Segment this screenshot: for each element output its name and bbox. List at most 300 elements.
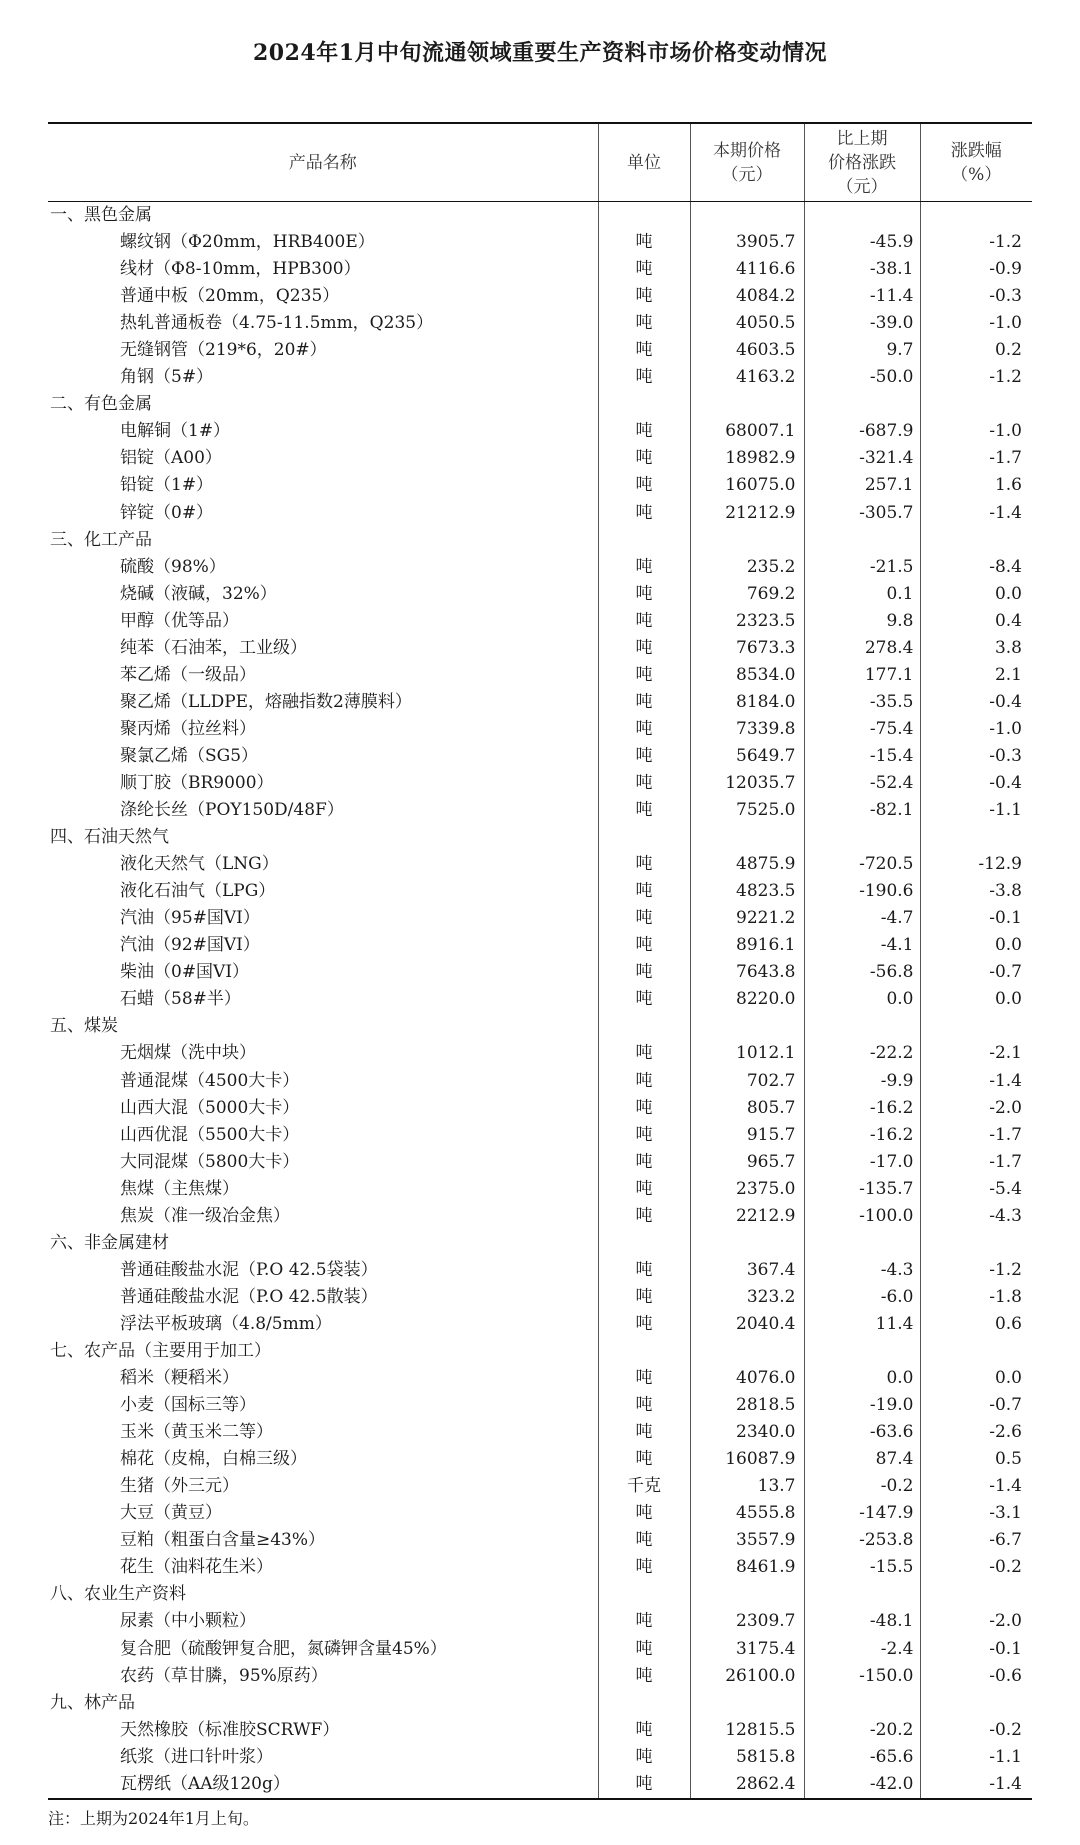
table-row	[48, 932, 1032, 959]
empty-cell	[690, 527, 804, 554]
product-name: 大豆（黄豆）	[120, 1503, 222, 1524]
product-name: 线材（Φ8-10mm，HPB300）	[120, 259, 361, 280]
header-current-price-line-2: （元）	[721, 164, 773, 185]
price-change: -65.6	[804, 1744, 920, 1771]
change-percent: -4.3	[920, 1203, 1032, 1230]
category-row	[48, 391, 1032, 418]
unit-cell: 吨	[598, 1717, 690, 1744]
empty-cell	[804, 1690, 920, 1717]
current-price: 18982.9	[690, 445, 804, 472]
current-price: 2040.4	[690, 1311, 804, 1338]
price-change: -9.9	[804, 1068, 920, 1095]
price-change: -63.6	[804, 1419, 920, 1446]
current-price: 1012.1	[690, 1040, 804, 1067]
change-percent: -0.1	[920, 905, 1032, 932]
change-percent: -2.0	[920, 1608, 1032, 1635]
change-percent: -1.0	[920, 716, 1032, 743]
table-row	[48, 1392, 1032, 1419]
table-row	[48, 797, 1032, 824]
current-price: 4084.2	[690, 283, 804, 310]
current-price: 2818.5	[690, 1392, 804, 1419]
table-row	[48, 878, 1032, 905]
change-percent: -0.6	[920, 1663, 1032, 1690]
empty-cell	[690, 1690, 804, 1717]
unit-cell: 吨	[598, 878, 690, 905]
empty-cell	[598, 824, 690, 851]
product-name: 汽油（92#国VI）	[120, 935, 260, 956]
table-row	[48, 608, 1032, 635]
price-table	[48, 122, 1032, 1800]
price-change: -305.7	[804, 500, 920, 527]
price-change: -45.9	[804, 229, 920, 256]
unit-cell: 吨	[598, 1500, 690, 1527]
product-name: 山西优混（5500大卡）	[120, 1124, 300, 1145]
product-name: 玉米（黄玉米二等）	[120, 1422, 273, 1443]
category-name: 一、黑色金属	[50, 205, 152, 226]
price-change: 87.4	[804, 1446, 920, 1473]
change-percent: 0.0	[920, 932, 1032, 959]
table-row	[48, 1365, 1032, 1392]
price-change: -15.4	[804, 743, 920, 770]
change-percent: -3.8	[920, 878, 1032, 905]
current-price: 7643.8	[690, 959, 804, 986]
product-name: 锌锭（0#）	[120, 502, 214, 523]
change-percent: -0.7	[920, 959, 1032, 986]
product-name: 甲醇（优等品）	[120, 610, 239, 631]
unit-cell: 吨	[598, 229, 690, 256]
product-name: 焦炭（准一级冶金焦）	[120, 1205, 290, 1226]
change-percent: -0.2	[920, 1717, 1032, 1744]
price-change: -21.5	[804, 554, 920, 581]
current-price: 2340.0	[690, 1419, 804, 1446]
unit-cell: 吨	[598, 445, 690, 472]
empty-cell	[920, 824, 1032, 851]
table-row	[48, 229, 1032, 256]
product-name: 稻米（粳稻米）	[120, 1368, 239, 1389]
product-name: 浮法平板玻璃（4.8/5mm）	[120, 1313, 332, 1334]
table-row	[48, 1311, 1032, 1338]
table-row	[48, 554, 1032, 581]
current-price: 2323.5	[690, 608, 804, 635]
empty-cell	[920, 391, 1032, 418]
table-row	[48, 500, 1032, 527]
product-name: 石蜡（58#半）	[120, 989, 241, 1010]
current-price: 8461.9	[690, 1554, 804, 1581]
table-row	[48, 662, 1032, 689]
empty-cell	[920, 1013, 1032, 1040]
header-current-price-line-1: 本期价格	[713, 140, 781, 161]
current-price: 5815.8	[690, 1744, 804, 1771]
category-row	[48, 1690, 1032, 1717]
header-product-name: 产品名称	[48, 123, 598, 202]
table-row	[48, 1771, 1032, 1799]
price-change: 9.7	[804, 337, 920, 364]
unit-cell: 吨	[598, 959, 690, 986]
current-price: 2862.4	[690, 1771, 804, 1799]
product-name: 天然橡胶（标准胶SCRWF）	[120, 1719, 340, 1740]
empty-cell	[920, 202, 1032, 230]
unit-cell: 吨	[598, 1203, 690, 1230]
table-row	[48, 689, 1032, 716]
price-change: 278.4	[804, 635, 920, 662]
table-row	[48, 959, 1032, 986]
table-row	[48, 581, 1032, 608]
price-change: -4.1	[804, 932, 920, 959]
product-name: 棉花（皮棉，白棉三级）	[120, 1449, 307, 1470]
change-percent: -2.6	[920, 1419, 1032, 1446]
category-row	[48, 1581, 1032, 1608]
table-row	[48, 283, 1032, 310]
current-price: 702.7	[690, 1068, 804, 1095]
unit-cell: 吨	[598, 364, 690, 391]
unit-cell: 吨	[598, 554, 690, 581]
product-name: 豆粕（粗蛋白含量≥43%）	[120, 1530, 326, 1551]
table-row	[48, 905, 1032, 932]
unit-cell: 吨	[598, 608, 690, 635]
unit-cell: 吨	[598, 418, 690, 445]
unit-cell: 吨	[598, 1176, 690, 1203]
price-change: -190.6	[804, 878, 920, 905]
product-name: 花生（油料花生米）	[120, 1557, 273, 1578]
current-price: 8534.0	[690, 662, 804, 689]
change-percent: -1.7	[920, 1149, 1032, 1176]
product-name: 焦煤（主焦煤）	[120, 1178, 239, 1199]
table-row	[48, 1176, 1032, 1203]
change-percent: -1.2	[920, 1257, 1032, 1284]
product-name: 聚乙烯（LLDPE，熔融指数2薄膜料）	[120, 691, 412, 712]
price-change: -687.9	[804, 418, 920, 445]
table-row	[48, 986, 1032, 1013]
unit-cell: 吨	[598, 797, 690, 824]
product-name: 山西大混（5000大卡）	[120, 1097, 300, 1118]
header-change-percent-line-1: 涨跌幅	[950, 140, 1002, 161]
empty-cell	[920, 1581, 1032, 1608]
change-percent: -1.2	[920, 364, 1032, 391]
table-row	[48, 1446, 1032, 1473]
current-price: 4076.0	[690, 1365, 804, 1392]
table-body	[48, 202, 1032, 1799]
current-price: 7673.3	[690, 635, 804, 662]
current-price: 2375.0	[690, 1176, 804, 1203]
empty-cell	[804, 527, 920, 554]
price-change: -38.1	[804, 256, 920, 283]
empty-cell	[920, 527, 1032, 554]
change-percent: -1.4	[920, 1771, 1032, 1799]
unit-cell: 吨	[598, 500, 690, 527]
unit-cell: 吨	[598, 310, 690, 337]
category-row	[48, 202, 1032, 230]
price-change: -11.4	[804, 283, 920, 310]
unit-cell: 吨	[598, 743, 690, 770]
product-name: 铅锭（1#）	[120, 475, 214, 496]
empty-cell	[690, 1230, 804, 1257]
category-row	[48, 1013, 1032, 1040]
current-price: 12035.7	[690, 770, 804, 797]
product-name: 纸浆（进口针叶浆）	[120, 1746, 273, 1767]
category-row	[48, 527, 1032, 554]
table-row	[48, 1095, 1032, 1122]
unit-cell: 吨	[598, 716, 690, 743]
unit-cell: 千克	[598, 1473, 690, 1500]
current-price: 7339.8	[690, 716, 804, 743]
change-percent: 0.0	[920, 1365, 1032, 1392]
current-price: 367.4	[690, 1257, 804, 1284]
product-name: 角钢（5#）	[120, 367, 214, 388]
unit-cell: 吨	[598, 1635, 690, 1662]
category-name: 五、煤炭	[50, 1016, 118, 1037]
table-row	[48, 364, 1032, 391]
product-name: 液化石油气（LPG）	[120, 881, 276, 902]
current-price: 4050.5	[690, 310, 804, 337]
current-price: 26100.0	[690, 1663, 804, 1690]
current-price: 68007.1	[690, 418, 804, 445]
empty-cell	[804, 1230, 920, 1257]
product-name: 螺纹钢（Φ20mm，HRB400E）	[120, 232, 375, 253]
table-row	[48, 1149, 1032, 1176]
unit-cell: 吨	[598, 1311, 690, 1338]
category-name: 三、化工产品	[50, 529, 152, 550]
price-change: -48.1	[804, 1608, 920, 1635]
change-percent: -1.1	[920, 797, 1032, 824]
empty-cell	[804, 1581, 920, 1608]
price-change: -253.8	[804, 1527, 920, 1554]
price-change: -16.2	[804, 1095, 920, 1122]
product-name: 普通硅酸盐水泥（P.O 42.5散装）	[120, 1286, 378, 1307]
unit-cell: 吨	[598, 1284, 690, 1311]
unit-cell: 吨	[598, 1771, 690, 1799]
category-name: 四、石油天然气	[50, 827, 169, 848]
empty-cell	[598, 527, 690, 554]
empty-cell	[920, 1338, 1032, 1365]
price-change: -147.9	[804, 1500, 920, 1527]
unit-cell: 吨	[598, 635, 690, 662]
category-name: 九、林产品	[50, 1692, 135, 1713]
empty-cell	[690, 1581, 804, 1608]
category-name: 六、非金属建材	[50, 1232, 169, 1253]
change-percent: 2.1	[920, 662, 1032, 689]
category-row	[48, 824, 1032, 851]
change-percent: -0.3	[920, 283, 1032, 310]
price-change: 0.0	[804, 986, 920, 1013]
current-price: 915.7	[690, 1122, 804, 1149]
current-price: 2309.7	[690, 1608, 804, 1635]
empty-cell	[598, 1230, 690, 1257]
empty-cell	[690, 824, 804, 851]
table-row	[48, 743, 1032, 770]
price-change: -150.0	[804, 1663, 920, 1690]
price-change: -100.0	[804, 1203, 920, 1230]
price-change: -321.4	[804, 445, 920, 472]
empty-cell	[804, 1338, 920, 1365]
current-price: 9221.2	[690, 905, 804, 932]
current-price: 4823.5	[690, 878, 804, 905]
change-percent: -1.7	[920, 1122, 1032, 1149]
unit-cell: 吨	[598, 337, 690, 364]
empty-cell	[804, 1013, 920, 1040]
product-name: 农药（草甘膦，95%原药）	[120, 1665, 328, 1686]
change-percent: -12.9	[920, 851, 1032, 878]
table-row	[48, 1419, 1032, 1446]
empty-cell	[598, 1690, 690, 1717]
change-percent: 0.0	[920, 986, 1032, 1013]
current-price: 5649.7	[690, 743, 804, 770]
table-row	[48, 1068, 1032, 1095]
current-price: 16075.0	[690, 472, 804, 499]
product-name: 纯苯（石油苯，工业级）	[120, 637, 307, 658]
current-price: 21212.9	[690, 500, 804, 527]
empty-cell	[920, 1230, 1032, 1257]
table-row	[48, 1608, 1032, 1635]
change-percent: -2.0	[920, 1095, 1032, 1122]
footnote: 注：上期为2024年1月上旬。	[48, 1809, 259, 1828]
price-change: -82.1	[804, 797, 920, 824]
current-price: 12815.5	[690, 1717, 804, 1744]
product-name: 柴油（0#国VI）	[120, 962, 250, 983]
header-change-percent-line-2: （%）	[951, 164, 1002, 185]
change-percent: 0.6	[920, 1311, 1032, 1338]
unit-cell: 吨	[598, 1257, 690, 1284]
table-header-row	[48, 123, 1032, 202]
unit-cell: 吨	[598, 1419, 690, 1446]
price-change: -2.4	[804, 1635, 920, 1662]
unit-cell: 吨	[598, 1122, 690, 1149]
table-row	[48, 418, 1032, 445]
change-percent: -1.0	[920, 310, 1032, 337]
current-price: 323.2	[690, 1284, 804, 1311]
table-row	[48, 851, 1032, 878]
category-row	[48, 1230, 1032, 1257]
table-row	[48, 1203, 1032, 1230]
product-name: 汽油（95#国VI）	[120, 908, 260, 929]
change-percent: 0.2	[920, 337, 1032, 364]
unit-cell: 吨	[598, 905, 690, 932]
price-change: -4.7	[804, 905, 920, 932]
price-change: -0.2	[804, 1473, 920, 1500]
unit-cell: 吨	[598, 1446, 690, 1473]
empty-cell	[598, 1581, 690, 1608]
product-name: 顺丁胶（BR9000）	[120, 773, 274, 793]
price-change: 9.8	[804, 608, 920, 635]
table-row	[48, 770, 1032, 797]
header-unit: 单位	[598, 123, 690, 202]
price-change: -56.8	[804, 959, 920, 986]
table-row	[48, 1663, 1032, 1690]
change-percent: -0.1	[920, 1635, 1032, 1662]
price-change: -17.0	[804, 1149, 920, 1176]
product-name: 热轧普通板卷（4.75-11.5mm，Q235）	[120, 313, 434, 334]
empty-cell	[804, 824, 920, 851]
change-percent: -0.7	[920, 1392, 1032, 1419]
product-name: 电解铜（1#）	[120, 421, 231, 442]
page-title: 2024年1月中旬流通领域重要生产资料市场价格变动情况	[252, 40, 828, 66]
change-percent: -1.1	[920, 1744, 1032, 1771]
current-price: 3175.4	[690, 1635, 804, 1662]
price-change: -39.0	[804, 310, 920, 337]
product-name: 复合肥（硫酸钾复合肥，氮磷钾含量45%）	[120, 1638, 447, 1659]
product-name: 小麦（国标三等）	[120, 1395, 256, 1416]
change-percent: -5.4	[920, 1176, 1032, 1203]
table-row	[48, 1500, 1032, 1527]
table-row	[48, 472, 1032, 499]
unit-cell: 吨	[598, 1608, 690, 1635]
price-change: -20.2	[804, 1717, 920, 1744]
price-change: -15.5	[804, 1554, 920, 1581]
table-row	[48, 1744, 1032, 1771]
price-change: -4.3	[804, 1257, 920, 1284]
unit-cell: 吨	[598, 1392, 690, 1419]
price-change: -35.5	[804, 689, 920, 716]
current-price: 16087.9	[690, 1446, 804, 1473]
unit-cell: 吨	[598, 1040, 690, 1067]
header-price-change-line-2: 价格涨跌	[828, 152, 896, 173]
change-percent: 0.0	[920, 581, 1032, 608]
unit-cell: 吨	[598, 662, 690, 689]
unit-cell: 吨	[598, 581, 690, 608]
current-price: 7525.0	[690, 797, 804, 824]
empty-cell	[920, 1690, 1032, 1717]
price-change: -16.2	[804, 1122, 920, 1149]
table-row	[48, 1257, 1032, 1284]
unit-cell: 吨	[598, 1554, 690, 1581]
product-name: 普通混煤（4500大卡）	[120, 1070, 300, 1091]
change-percent: -0.9	[920, 256, 1032, 283]
unit-cell: 吨	[598, 1149, 690, 1176]
table-row	[48, 310, 1032, 337]
table-row	[48, 337, 1032, 364]
change-percent: -3.1	[920, 1500, 1032, 1527]
change-percent: -1.7	[920, 445, 1032, 472]
category-name: 七、农产品（主要用于加工）	[50, 1340, 271, 1361]
price-change: -720.5	[804, 851, 920, 878]
product-name: 涤纶长丝（POY150D/48F）	[120, 800, 344, 821]
table-row	[48, 256, 1032, 283]
product-name: 苯乙烯（一级品）	[120, 664, 256, 685]
table-row	[48, 1527, 1032, 1554]
price-change: -42.0	[804, 1771, 920, 1799]
current-price: 2212.9	[690, 1203, 804, 1230]
table-row	[48, 1554, 1032, 1581]
price-change: 11.4	[804, 1311, 920, 1338]
header-price-change	[804, 123, 920, 202]
change-percent: -0.4	[920, 689, 1032, 716]
price-change: -135.7	[804, 1176, 920, 1203]
current-price: 4163.2	[690, 364, 804, 391]
table-row	[48, 635, 1032, 662]
header-change-percent	[920, 123, 1032, 202]
category-name: 八、农业生产资料	[50, 1584, 186, 1605]
header-price-change-line-3: （元）	[836, 176, 888, 197]
change-percent: -6.7	[920, 1527, 1032, 1554]
unit-cell: 吨	[598, 1744, 690, 1771]
current-price: 4116.6	[690, 256, 804, 283]
product-name: 硫酸（98%）	[120, 556, 226, 577]
unit-cell: 吨	[598, 932, 690, 959]
table-row	[48, 1284, 1032, 1311]
header-current-price	[690, 123, 804, 202]
product-name: 铝锭（A00）	[120, 448, 222, 469]
change-percent: -1.4	[920, 1068, 1032, 1095]
table-row	[48, 1040, 1032, 1067]
current-price: 805.7	[690, 1095, 804, 1122]
table-row	[48, 716, 1032, 743]
change-percent: 3.8	[920, 635, 1032, 662]
price-change: 0.0	[804, 1365, 920, 1392]
current-price: 3905.7	[690, 229, 804, 256]
category-row	[48, 1338, 1032, 1365]
current-price: 235.2	[690, 554, 804, 581]
empty-cell	[690, 391, 804, 418]
product-name: 尿素（中小颗粒）	[120, 1611, 256, 1632]
